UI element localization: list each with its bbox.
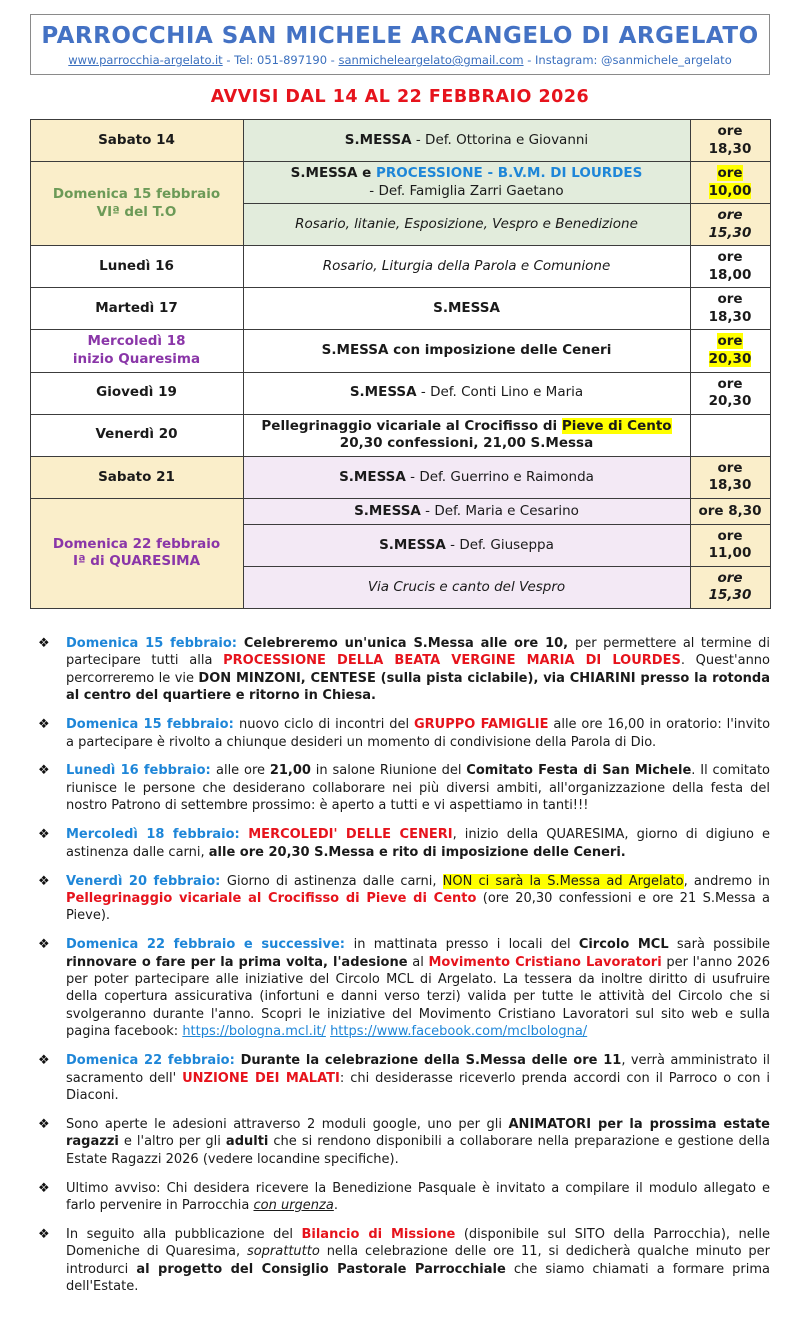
text-run: S.MESSA <box>433 300 500 317</box>
website-link[interactable]: www.parrocchia-argelato.it <box>68 53 223 67</box>
time-cell <box>690 414 770 456</box>
event-cell <box>243 498 690 524</box>
text-run: - Def. Guerrino e Raimonda <box>405 468 594 485</box>
text-run: Sabato 14 <box>98 131 175 148</box>
announcement-text <box>66 937 770 1039</box>
text-run: Pellegrinaggio vicariale al Crocifisso di Pieve di Cento <box>66 890 477 906</box>
announcement-item <box>32 826 770 861</box>
day-cell <box>30 288 243 330</box>
text-run: PROCESSIONE - B.V.M. DI LOURDES <box>376 165 643 182</box>
text-run: Domenica 15 febbraio: <box>66 717 240 733</box>
table-row <box>30 456 770 498</box>
text-run: soprattutto <box>246 1244 320 1260</box>
text-run: che si rendono disponibili a collaborare nella preparazione e gestione della Estate Ragazzi 2026 (vedere locandine specifiche). <box>66 1134 770 1167</box>
text-run: UNZIONE DEI MALATI <box>182 1070 340 1086</box>
text-run: ANIMATORI per la prossima estate ragazzi <box>66 1116 770 1150</box>
text-run: nella celebrazione delle ore 11, si dedicherà qualche minuto per introdurci <box>66 1244 770 1277</box>
diamond-bullet-icon: ❖ <box>38 827 50 843</box>
diamond-bullet-icon: ❖ <box>38 636 50 652</box>
text-run: al progetto del Consiglio Pastorale Parrocchiale <box>136 1261 506 1277</box>
announcement-text <box>66 1181 770 1213</box>
diamond-bullet-icon: ❖ <box>38 937 50 953</box>
announcement-text <box>66 636 770 703</box>
text-run: , verrà amministrato il sacramento dell' <box>66 1053 770 1086</box>
text-run: PROCESSIONE DELLA BEATA VERGINE MARIA DI LOURDES <box>223 653 681 669</box>
text-run: Pieve di Cento <box>561 417 672 434</box>
text-run: DON MINZONI, CENTESE (sulla pista ciclabile), via CHIARINI presso la rotonda al centro del quartiere e ritorno in Chiesa. <box>66 670 770 704</box>
announcement-item <box>32 716 770 751</box>
text-run: Iª di QUARESIMA <box>72 553 201 570</box>
text-run: - Def. Ottorina e Giovanni <box>411 131 589 148</box>
text-run: Venerdì 20 <box>95 426 178 443</box>
time-cell <box>690 372 770 414</box>
time-cell <box>690 330 770 372</box>
day-cell <box>30 456 243 498</box>
text-run: rinnovare o fare per la prima volta, l'adesione <box>66 954 408 970</box>
text-run: NON ci sarà la S.Messa ad Argelato <box>442 873 684 889</box>
text-run: S.MESSA <box>344 131 412 148</box>
event-cell <box>243 524 690 566</box>
announcement-text <box>66 827 770 859</box>
text-run: ore 20,30 <box>708 375 752 410</box>
text-run: , andremo in <box>683 873 770 889</box>
text-run: Comitato Festa di San Michele <box>466 763 692 779</box>
announcement-text <box>66 717 770 749</box>
event-cell <box>243 566 690 608</box>
text-run: Mercoledì 18 febbraio: <box>66 827 249 843</box>
text-run: inizio Quaresima <box>72 351 201 368</box>
phone-text: - Tel: 051-897190 - <box>222 53 339 67</box>
text-run: Lunedì 16 febbraio: <box>66 763 216 779</box>
day-cell <box>30 414 243 456</box>
instagram-text: - Instagram: @sanmichele_argelato <box>523 53 732 67</box>
text-run: - Def. Conti Lino e Maria <box>416 384 584 401</box>
text-run: Movimento Cristiano Lavoratori <box>428 954 662 970</box>
text-run: Giorno di astinenza dalle carni, <box>226 873 443 889</box>
text-run: Celebreremo un'unica S.Messa alle ore 10, <box>243 636 575 652</box>
text-run: nuovo ciclo di incontri del <box>239 717 414 733</box>
text-run: ore 18,30 <box>708 459 752 494</box>
announcements-list <box>28 635 772 1296</box>
table-row <box>30 246 770 288</box>
text-run: Domenica 22 febbraio: <box>66 1053 241 1069</box>
text-run: S.MESSA e <box>290 165 377 182</box>
time-cell <box>690 566 770 608</box>
time-cell <box>690 524 770 566</box>
time-cell <box>690 120 770 162</box>
text-run: ore 15,30 <box>708 569 752 604</box>
text-run: - Def. Maria e Cesarino <box>420 502 579 519</box>
text-run: : chi desiderasse riceverlo prenda accordi con il Parroco o con i Diaconi. <box>66 1070 771 1103</box>
announcement-item <box>32 1052 770 1104</box>
time-cell <box>690 204 770 246</box>
text-run: e l'altro per gli <box>118 1134 226 1150</box>
text-run: alle ore <box>215 763 270 779</box>
diamond-bullet-icon: ❖ <box>38 717 50 733</box>
text-run: per l'anno 2026 per poter partecipare alle iniziative del Circolo MCL di Argelato. La tessera da inoltre diritto di usufruire della copertura assicurativa (infortuni e danni verso terzi) valida per tutte le attività del Circolo che si svolgeranno durante l'anno. Scopri le iniziative del Movimento Cristiano Lavoratori sul sito web e sulla pagina facebook: <box>66 954 771 1040</box>
event-cell <box>243 330 690 372</box>
time-cell <box>690 162 770 204</box>
text-run: in salone Riunione del <box>310 763 467 779</box>
text-run: Lunedì 16 <box>99 258 174 275</box>
event-cell <box>243 372 690 414</box>
text-run: 20,30 confessioni, 21,00 S.Messa <box>339 435 594 452</box>
day-cell <box>30 330 243 372</box>
announcement-item <box>32 1226 770 1296</box>
text-run: Domenica 15 febbraio: <box>66 636 244 652</box>
text-run: S.MESSA <box>354 502 421 519</box>
day-cell <box>30 372 243 414</box>
event-cell <box>243 162 690 204</box>
table-row <box>30 372 770 414</box>
event-cell <box>243 414 690 456</box>
table-row <box>30 120 770 162</box>
text-run: ore 15,30 <box>708 207 752 241</box>
diamond-bullet-icon: ❖ <box>38 1180 50 1196</box>
text-run: Domenica 15 febbraio <box>52 186 221 203</box>
text-run: - Def. Giuseppa <box>445 536 554 553</box>
text-run: Ultimo avviso: Chi desidera ricevere la Benedizione Pasquale è invitato a compilare il modulo allegato e farlo pervenire in Parrocchia <box>66 1180 770 1213</box>
text-run: - Def. Famiglia Zarri Gaetano <box>369 182 564 199</box>
text-run: (ore 20,30 confessioni e ore 21 S.Messa a Pieve). <box>66 890 770 924</box>
table-row <box>30 288 770 330</box>
text-run: Domenica 22 febbraio <box>52 535 221 552</box>
text-run: (disponibile sul SITO della Parrocchia), nelle Domeniche di Quaresima, <box>66 1226 771 1260</box>
text-run: con urgenza <box>253 1198 334 1213</box>
text-run: alle ore 16,00 in oratorio: l'invito a partecipare è rivolto a chiunque desideri un momento di condivisione della Parola di Dio. <box>66 717 771 750</box>
text-run: ore 8,30 <box>698 502 762 519</box>
announcement-text <box>66 874 770 924</box>
text-run: S.MESSA <box>349 384 417 401</box>
text-run: . Quest'anno percorreremo le vie <box>66 653 770 686</box>
text-run: . <box>333 1198 338 1213</box>
table-row <box>30 498 770 524</box>
text-run: al <box>407 954 429 970</box>
text-run: . Il comitato riunisce le persone che desiderano collaborare nei più diversi ambiti, all'organizzazione della festa del nostro Patrono di settembre prossimo: è aperto a tutti e vi aspettiamo in tanti!!! <box>66 763 771 814</box>
text-run: Sono aperte le adesioni attraverso 2 moduli google, uno per gli <box>66 1116 509 1132</box>
text-run: Durante la celebrazione della S.Messa delle ore 11 <box>240 1053 622 1069</box>
page-title: AVVISI DAL 14 AL 22 FEBBRAIO 2026 <box>210 87 590 107</box>
event-cell <box>243 456 690 498</box>
announcement-item <box>32 1116 770 1168</box>
text-run: ore 18,30 <box>708 123 752 157</box>
text-run: MERCOLEDI' DELLE CENERI <box>248 827 453 843</box>
header-box <box>30 14 770 75</box>
announcement-text <box>66 1227 770 1294</box>
text-run: Mercoledì 18 <box>87 333 186 350</box>
announcement-item <box>32 762 770 814</box>
diamond-bullet-icon: ❖ <box>38 873 50 889</box>
day-cell <box>30 120 243 162</box>
diamond-bullet-icon: ❖ <box>38 1226 50 1242</box>
text-run: alle ore 20,30 S.Messa e rito di imposizione delle Ceneri. <box>208 844 626 860</box>
time-cell <box>690 246 770 288</box>
text-run: Pellegrinaggio vicariale al Crocifisso di <box>261 417 562 434</box>
text-run: ore 11,00 <box>708 527 752 562</box>
text-run: in mattinata presso i locali del <box>353 937 579 953</box>
text-run: 21,00 <box>269 763 311 779</box>
schedule-table <box>30 119 771 609</box>
text-run: Domenica 22 febbraio e successive: <box>66 937 354 953</box>
event-cell <box>243 204 690 246</box>
text-run: Bilancio di Missione <box>301 1226 456 1242</box>
announcement-text <box>66 1117 770 1167</box>
text-run: Venerdì 20 febbraio: <box>66 873 227 889</box>
text-run: sarà possibile <box>668 937 771 953</box>
text-run: Giovedì 19 <box>96 384 177 401</box>
text-run: che siamo chiamati a formare prima dell'Estate. <box>66 1261 770 1295</box>
text-run: Circolo MCL <box>578 937 669 953</box>
announcement-item <box>32 936 770 1040</box>
table-row <box>30 162 770 204</box>
text-run: ore 20,30 <box>708 333 752 368</box>
announcement-text <box>66 1053 770 1103</box>
event-cell <box>243 120 690 162</box>
text-run: VIª del T.O <box>96 203 177 220</box>
external-link[interactable]: https://bologna.mcl.it/ <box>182 1024 326 1040</box>
text-run: ore 18,30 <box>708 291 752 325</box>
text-run: Martedì 17 <box>95 300 178 317</box>
day-cell <box>30 498 243 608</box>
text-run: Rosario, litanie, Esposizione, Vespro e Benedizione <box>295 215 638 232</box>
time-cell <box>690 456 770 498</box>
day-cell <box>30 162 243 246</box>
email-link[interactable]: sanmicheleargelato@gmail.com <box>338 53 524 67</box>
table-row <box>30 330 770 372</box>
announcement-text <box>66 763 770 813</box>
announcement-item <box>32 873 770 925</box>
text-run: , inizio della QUARESIMA, giorno di digiuno e astinenza dalle carni, <box>66 827 771 860</box>
text-run: adulti <box>225 1134 269 1150</box>
text-run: ore 18,00 <box>708 249 752 283</box>
text-run: S.MESSA <box>379 536 446 553</box>
event-cell <box>243 288 690 330</box>
contact-line <box>37 53 763 67</box>
text-run: ore 10,00 <box>708 165 752 199</box>
parish-title: PARROCCHIA SAN MICHELE ARCANGELO DI ARGELATO <box>41 23 759 49</box>
diamond-bullet-icon: ❖ <box>38 1116 50 1132</box>
diamond-bullet-icon: ❖ <box>38 763 50 779</box>
text-run: per permettere al termine di partecipare tutti alla <box>66 636 770 669</box>
time-cell <box>690 288 770 330</box>
day-cell <box>30 246 243 288</box>
event-cell <box>243 246 690 288</box>
announcement-item <box>32 1180 770 1215</box>
text-run: S.MESSA <box>339 468 406 485</box>
text-run: GRUPPO FAMIGLIE <box>413 717 549 733</box>
diamond-bullet-icon: ❖ <box>38 1053 50 1069</box>
text-run: Via Crucis e canto del Vespro <box>367 578 566 595</box>
text-run: Rosario, Liturgia della Parola e Comunione <box>322 258 611 275</box>
time-cell <box>690 498 770 524</box>
external-link[interactable]: https://www.facebook.com/mclbologna/ <box>330 1024 588 1040</box>
text-run: Sabato 21 <box>98 468 175 485</box>
text-run: In seguito alla pubblicazione del <box>66 1226 302 1242</box>
text-run: S.MESSA con imposizione delle Ceneri <box>321 342 612 359</box>
announcement-item <box>32 635 770 705</box>
table-row <box>30 414 770 456</box>
